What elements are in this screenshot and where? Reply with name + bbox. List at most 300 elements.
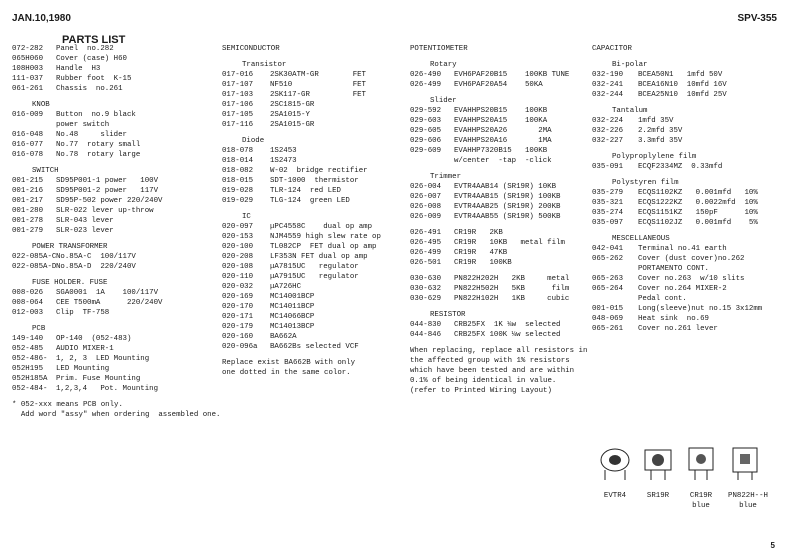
section-heading: KNOB [32, 101, 50, 109]
part-description: ECQS1151KZ 150pF 10% [638, 209, 758, 217]
parts-row [12, 354, 220, 364]
parts-row [222, 232, 406, 242]
parts-row [222, 222, 406, 232]
part-description: OP-140 (052-483) [56, 335, 132, 343]
parts-row [222, 272, 406, 282]
parts-row [12, 140, 220, 150]
part-code: 026-499 [410, 81, 442, 89]
parts-row [410, 182, 590, 192]
part-code: 052-485 [12, 345, 44, 353]
parts-column-1 [12, 44, 220, 420]
parts-row [410, 202, 590, 212]
part-code: 020-100 [222, 243, 254, 251]
part-code: 032-241 [592, 81, 624, 89]
part-description: Long(sleeve)nut no.15 3x12mm [638, 305, 763, 313]
parts-row [222, 342, 406, 352]
part-description: Terminal no.41 earth [638, 245, 727, 253]
parts-row [222, 322, 406, 332]
parts-row [592, 116, 788, 126]
part-code: 052H195 [12, 365, 44, 373]
part-description: μA7915UC regulator [270, 273, 359, 281]
section-heading: RESISTOR [430, 311, 466, 319]
part-code: 030-632 [410, 285, 442, 293]
part-description: EVAHHPS20A26 2MA [454, 127, 552, 135]
section-heading: Slider [430, 97, 457, 105]
parts-row [410, 146, 590, 166]
part-code: 032-226 [592, 127, 624, 135]
part-description: Rubber foot K-15 [56, 75, 132, 83]
part-description: μA7815UC regulator [270, 263, 359, 271]
part-description: ECQS1102KZ 0.001mfd 10% [638, 189, 758, 197]
part-description: SD95P001-1 power 100V [56, 177, 159, 185]
section-heading: MESCELLANEOUS [612, 235, 670, 243]
parts-row [12, 130, 220, 140]
part-description: BA662A [270, 333, 297, 341]
parts-row [12, 226, 220, 236]
parts-column-4 [592, 38, 788, 334]
part-code: 065-261 [592, 325, 624, 333]
parts-row [410, 258, 590, 268]
part-description: Cover no.264 MIXER-2 Pedal cont. [638, 285, 727, 303]
note-line: 0.1% of being identical in value. [410, 377, 557, 385]
note-line: When replacing, replace all resistors in [410, 347, 588, 355]
part-description: Handle H3 [56, 65, 101, 73]
parts-row [12, 252, 220, 262]
part-code: 001-216 [12, 187, 44, 195]
note-line: (refer to Printed Wiring Layout) [410, 387, 552, 395]
part-description: W-02 bridge rectifier [270, 167, 368, 175]
section-heading: IC [242, 213, 251, 221]
part-description: 2SC1815-GR [270, 101, 315, 109]
evtr4-icon [601, 449, 629, 480]
note-line: Replace exist BA662B with only [222, 359, 356, 367]
note-line: Add word "assy" when ordering assembled one. [12, 411, 221, 419]
part-description: No.48 slider [56, 131, 127, 139]
part-code: 111-037 [12, 75, 44, 83]
parts-row [592, 208, 788, 218]
note-line: the affected group with 1% resistors [410, 357, 570, 365]
part-description: CR19R 100KB [454, 259, 512, 267]
part-description: TL082CP FET dual op amp [270, 243, 377, 251]
part-code: 032-227 [592, 137, 624, 145]
parts-row [410, 274, 590, 284]
parts-column-3 [410, 38, 590, 396]
part-code: 020-032 [222, 283, 254, 291]
section-heading: Diode [242, 137, 265, 145]
part-code: 017-103 [222, 91, 254, 99]
part-description: BCEA25N10 10mfd 25V [638, 91, 727, 99]
part-code: 020-153 [222, 233, 254, 241]
part-code: 035-279 [592, 189, 624, 197]
part-description: Cover (case) H60 [56, 55, 127, 63]
part-code: 061-261 [12, 85, 44, 93]
part-code: 001-217 [12, 197, 44, 205]
part-code: 026-009 [410, 213, 442, 221]
section-heading: SEMICONDUCTOR [222, 45, 280, 53]
part-code: 001-015 [592, 305, 624, 313]
parts-row [592, 188, 788, 198]
part-description: No.85A-C 100/117V [56, 253, 136, 261]
part-description: ECQS1222KZ 0.0022mfd 10% [638, 199, 758, 207]
part-description: Cover no.263 w/10 slits [638, 275, 745, 283]
parts-row [222, 70, 406, 80]
part-description: CR19R 2KB [454, 229, 503, 237]
parts-row [222, 312, 406, 322]
part-description: 2.2mfd 35V [638, 127, 683, 135]
part-code: 017-107 [222, 81, 254, 89]
parts-row [222, 332, 406, 342]
pot-sub-cr19r: blue [692, 502, 710, 510]
part-code: 018-015 [222, 177, 254, 185]
parts-row [222, 196, 406, 206]
parts-row [592, 284, 788, 304]
parts-row [12, 262, 220, 272]
part-code: 001-280 [12, 207, 44, 215]
part-code: 020-160 [222, 333, 254, 341]
part-description: PN822H202H 2KB metal [454, 275, 570, 283]
part-description: 1S2473 [270, 157, 297, 165]
parts-row [12, 334, 220, 344]
part-code: 030-629 [410, 295, 442, 303]
parts-row [12, 54, 220, 64]
part-code: 020-096a [222, 343, 258, 351]
parts-row [592, 162, 788, 172]
part-description: EVAHHPS20A15 100KA [454, 117, 548, 125]
parts-row [410, 320, 590, 330]
page-number: 5 [770, 541, 775, 550]
part-code: 018-078 [222, 147, 254, 155]
parts-row [222, 292, 406, 302]
part-description: EVTR4AAB14 (SR19R) 10KB [454, 183, 557, 191]
part-code: 029-609 [410, 147, 442, 155]
part-description: MC14013BCP [270, 323, 315, 331]
parts-row [222, 110, 406, 120]
part-code: 032-224 [592, 117, 624, 125]
parts-row [592, 274, 788, 284]
parts-row [410, 116, 590, 126]
part-code: 044-846 [410, 331, 442, 339]
pot-label-pn822h: PN822H--H [728, 492, 768, 500]
parts-row [410, 294, 590, 304]
parts-row [12, 110, 220, 130]
part-description: Button no.9 black power switch [56, 111, 136, 129]
part-description: μA726HC [270, 283, 302, 291]
pn822h-icon [733, 448, 757, 480]
parts-row [410, 80, 590, 90]
part-description: 1,2,3,4 Pot. Mounting [56, 385, 159, 393]
part-description: 1mfd 35V [638, 117, 674, 125]
part-code: 032-190 [592, 71, 624, 79]
parts-column-2 [222, 38, 406, 378]
part-description: BA662Bs selected VCF [270, 343, 359, 351]
part-code: 108H003 [12, 65, 44, 73]
part-description: 1S2453 [270, 147, 297, 155]
part-code: 020-208 [222, 253, 254, 261]
parts-row [592, 126, 788, 136]
part-description: 3.3mfd 35V [638, 137, 683, 145]
part-code: 065H060 [12, 55, 44, 63]
part-code: 029-605 [410, 127, 442, 135]
parts-row [12, 186, 220, 196]
part-description: No.85A-D 220/240V [56, 263, 136, 271]
part-code: 052-484- [12, 385, 48, 393]
parts-row [12, 64, 220, 74]
part-description: EVAHHPS20B15 100KB [454, 107, 548, 115]
part-description: EVH6PAF20B15 100KB TUNE [454, 71, 570, 79]
pot-label-sr19r: SR19R [646, 492, 670, 500]
part-description: BCEA16N10 10mfd 16V [638, 81, 727, 89]
part-description: 2SK117-GR [270, 91, 310, 99]
part-code: 020-108 [222, 263, 254, 271]
part-code: 030-630 [410, 275, 442, 283]
part-code: 019-029 [222, 197, 254, 205]
part-description: 2SA1015-Y [270, 111, 310, 119]
part-code: 035-321 [592, 199, 624, 207]
part-code: 026-501 [410, 259, 442, 267]
part-code: 001-278 [12, 217, 44, 225]
part-description: AUDIO MIXER-1 [56, 345, 114, 353]
parts-row [222, 302, 406, 312]
section-heading: PCB [32, 325, 46, 333]
part-tag: FET [352, 81, 366, 89]
part-description: 2SK30ATM-GR [270, 71, 319, 79]
part-description: Chassis no.261 [56, 85, 123, 93]
part-code: 149-140 [12, 335, 44, 343]
part-description: LED Mounting [56, 365, 110, 373]
parts-row [222, 252, 406, 262]
section-heading: SWITCH [32, 167, 59, 175]
parts-row [592, 136, 788, 146]
part-tag: FET [352, 71, 366, 79]
parts-row [592, 254, 788, 274]
part-description: SDT-1000 thermistor [270, 177, 359, 185]
part-code: 065-263 [592, 275, 624, 283]
parts-row [410, 228, 590, 238]
part-description: EVTR4AAB25 (SR19R) 200KB [454, 203, 561, 211]
part-code: 029-592 [410, 107, 442, 115]
parts-row [222, 100, 406, 110]
section-heading: CAPACITOR [592, 45, 632, 53]
section-heading: Rotary [430, 61, 457, 69]
trimmer-icons [595, 440, 775, 488]
part-code: 029-606 [410, 137, 442, 145]
part-description: Prim. Fuse Mounting [56, 375, 141, 383]
part-code: 020-110 [222, 273, 254, 281]
part-description: ECQS1102JZ 0.001mfd 5% [638, 219, 758, 227]
note-line: * 052-xxx means PCB only. [12, 401, 123, 409]
part-description: μPC4558C dual op amp [270, 223, 373, 231]
part-code: 001-279 [12, 227, 44, 235]
parts-row [12, 308, 220, 318]
part-description: EVTR4AAB15 (SR19R) 100KB [454, 193, 561, 201]
part-description: EVH6PAF20A54 50KA [454, 81, 543, 89]
part-code: 026-008 [410, 203, 442, 211]
part-description: SD95P-502 power 220/240V [56, 197, 163, 205]
part-code: 026-495 [410, 239, 442, 247]
part-code: 032-244 [592, 91, 624, 99]
parts-row [592, 218, 788, 228]
parts-row [222, 282, 406, 292]
pot-sub-pn822h: blue [739, 502, 757, 510]
part-tag: FET [352, 91, 366, 99]
header-model: SPV-355 [737, 13, 777, 24]
section-heading: POWER TRANSFORMER [32, 243, 108, 251]
part-code: 020-169 [222, 293, 254, 301]
part-code: 012-003 [12, 309, 44, 317]
part-description: TLR-124 red LED [270, 187, 341, 195]
part-description: PN822H102H 1KB cubic [454, 295, 570, 303]
part-description: 2SA1015-GR [270, 121, 315, 129]
cr19r-icon [689, 448, 713, 480]
parts-row [222, 90, 406, 100]
part-code: 035-097 [592, 219, 624, 227]
part-description: MC14011BCP [270, 303, 315, 311]
sr19r-icon [645, 450, 671, 480]
parts-row [592, 314, 788, 324]
part-code: 026-491 [410, 229, 442, 237]
pot-label-cr19r: CR19R [689, 492, 713, 500]
part-code: 020-171 [222, 313, 254, 321]
note-line: which have been tested and are within [410, 367, 575, 375]
part-code: 018-082 [222, 167, 254, 175]
parts-row [12, 206, 220, 216]
part-code: 001-215 [12, 177, 44, 185]
part-description: No.77 rotary small [56, 141, 141, 149]
section-heading: Polystyren film [612, 179, 679, 187]
parts-row [410, 136, 590, 146]
parts-row [222, 146, 406, 156]
part-description: LF353N FET dual op amp [270, 253, 368, 261]
parts-row [12, 74, 220, 84]
section-heading: FUSE HOLDER. FUSE [32, 279, 108, 287]
section-heading: Polyproplylene film [612, 153, 697, 161]
parts-row [222, 242, 406, 252]
parts-row [410, 330, 590, 340]
part-description: Clip TF-758 [56, 309, 110, 317]
part-code: 016-048 [12, 131, 44, 139]
parts-row [12, 196, 220, 206]
parts-row [410, 212, 590, 222]
part-code: 020-170 [222, 303, 254, 311]
part-code: 017-016 [222, 71, 254, 79]
parts-row [410, 192, 590, 202]
parts-row [12, 84, 220, 94]
part-code: 052H185A [12, 375, 48, 383]
part-code: 052-486- [12, 355, 48, 363]
part-code: 072-282 [12, 45, 44, 53]
part-code: 016-077 [12, 141, 44, 149]
part-code: 017-116 [222, 121, 254, 129]
part-code: 048-069 [592, 315, 624, 323]
potentiometer-illustrations [595, 440, 775, 520]
part-description: CEE T500mA 220/240V [56, 299, 163, 307]
parts-row [222, 80, 406, 90]
part-description: CR19R 47KB [454, 249, 508, 257]
parts-row [12, 150, 220, 160]
parts-row [222, 166, 406, 176]
part-description: TLG-124 green LED [270, 197, 350, 205]
part-description: Panel no.282 [56, 45, 114, 53]
section-heading: Bi-polar [612, 61, 648, 69]
parts-row [12, 288, 220, 298]
part-description: NJM4559 high slew rate op [270, 233, 381, 241]
parts-row [592, 304, 788, 314]
part-description: MC14066BCP [270, 313, 315, 321]
parts-row [410, 126, 590, 136]
part-description: EVAHHP7320B15 100KB w/center -tap -click [454, 147, 552, 165]
part-code: 019-028 [222, 187, 254, 195]
parts-row [410, 248, 590, 258]
parts-row [222, 120, 406, 130]
part-code: 008-026 [12, 289, 44, 297]
part-description: EVAHHPS20A16 1MA [454, 137, 552, 145]
part-code: 008-064 [12, 299, 44, 307]
part-description: CRB25FX 1K ¼w selected [454, 321, 561, 329]
part-code: 065-264 [592, 285, 624, 293]
part-code: 026-004 [410, 183, 442, 191]
parts-row [592, 70, 788, 80]
header-date: JAN.10,1980 [12, 13, 71, 24]
parts-row [222, 176, 406, 186]
part-code: 018-014 [222, 157, 254, 165]
section-heading: Trimmer [430, 173, 462, 181]
part-description: ECQF2334MZ 0.33mfd [638, 163, 723, 171]
part-code: 065-262 [592, 255, 624, 263]
section-heading: Transistor [242, 61, 287, 69]
parts-row [592, 90, 788, 100]
section-heading: POTENTIOMETER [410, 45, 468, 53]
parts-row [592, 198, 788, 208]
part-description: No.78 rotary large [56, 151, 141, 159]
parts-row [12, 364, 220, 374]
parts-row [12, 344, 220, 354]
part-code: 016-078 [12, 151, 44, 159]
parts-row [410, 106, 590, 116]
page-title: PARTS LIST [62, 34, 126, 46]
part-description: NF510 [270, 81, 293, 89]
part-description: SLR-043 lever [56, 217, 114, 225]
parts-row [410, 238, 590, 248]
part-description: PN822H502H 5KB film [454, 285, 570, 293]
part-description: CRB25FX 100K ¼w selected [454, 331, 561, 339]
parts-row [222, 262, 406, 272]
parts-row [222, 186, 406, 196]
part-code: 017-106 [222, 101, 254, 109]
parts-row [592, 244, 788, 254]
parts-row [410, 70, 590, 80]
part-code: 026-499 [410, 249, 442, 257]
part-code: 022-085A-D [12, 263, 57, 271]
part-code: 022-085A-C [12, 253, 57, 261]
part-description: BCEA50N1 1mfd 50V [638, 71, 723, 79]
note-line: one dotted in the same color. [222, 369, 351, 377]
part-code: 044-830 [410, 321, 442, 329]
part-code: 020-097 [222, 223, 254, 231]
part-description: Cover (dust cover)no.262 PORTAMENTO CONT. [638, 255, 745, 273]
part-code: 035-274 [592, 209, 624, 217]
part-code: 029-603 [410, 117, 442, 125]
part-description: Cover no.261 lever [638, 325, 718, 333]
part-code: 016-009 [12, 111, 44, 119]
part-code: 035-091 [592, 163, 624, 171]
pot-label-evtr4: EVTR4 [603, 492, 627, 500]
part-code: 026-007 [410, 193, 442, 201]
part-code: 017-105 [222, 111, 254, 119]
parts-row [592, 80, 788, 90]
part-description: SLR-022 lever up-throw [56, 207, 154, 215]
part-description: Heat sink no.69 [638, 315, 709, 323]
part-description: SGA0001 1A 100/117V [56, 289, 159, 297]
